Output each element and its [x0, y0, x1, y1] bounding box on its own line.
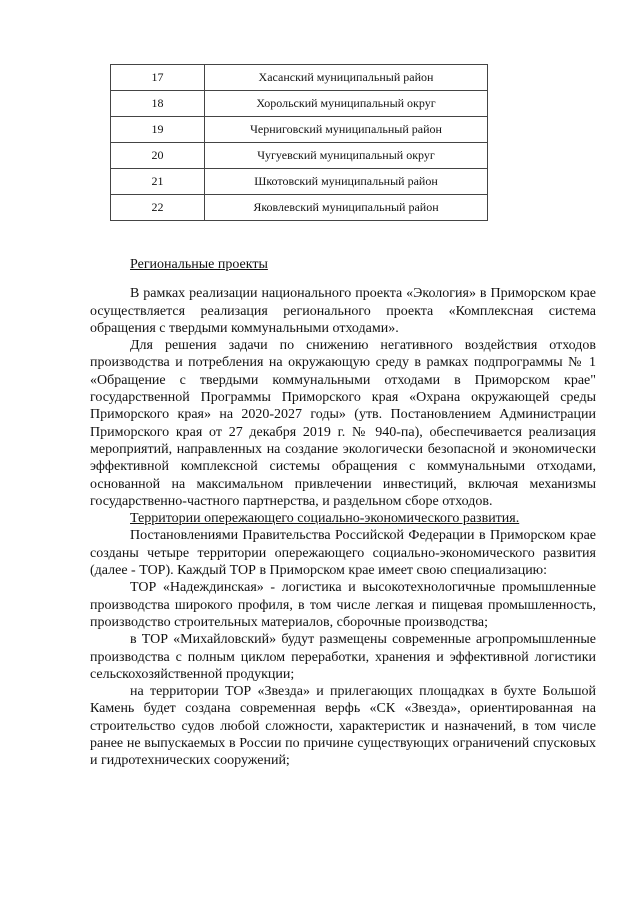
row-number: 19 [111, 117, 205, 143]
table-row [111, 117, 488, 143]
section-heading-regional-projects: Региональные проекты [130, 257, 268, 272]
row-number: 17 [111, 65, 205, 91]
table-row [111, 195, 488, 221]
document-body [90, 256, 596, 770]
district-name: Хасанский муниципальный район [205, 65, 488, 91]
row-number: 21 [111, 169, 205, 195]
paragraph: В рамках реализации национального проекта «Экология» в Приморском крае осуществляется реализация регионального проекта «Комплексная система обращения с твердыми коммунальными отходами». [90, 286, 596, 336]
row-number: 18 [111, 91, 205, 117]
paragraph: Постановлениями Правительства Российской Федерации в Приморском крае созданы четыре территории опережающего социально-экономического развития (далее - ТОР). Каждый ТОР в Приморском крае имеет свою специализацию: [90, 528, 596, 579]
paragraph: Для решения задачи по снижению негативного воздействия отходов производства и потребления на окружающую среду в рамках подпрограммы № 1 «Обращение с твердыми коммунальными отходами в Приморском крае" государственной Программы Приморского края «Охрана окружающей среды Приморского края» на 2020-2027 годы» (утв. Постановлением Администрации Приморского края от 27 декабря 2019 г. № 940-па), обеспечивается реализация мероприятий, направленных на создание экологически безопасной и экономически эффективной комплексной системы обращения с коммунальными отходами, основанной на максимальном привлечении инвестиций, включая механизмы государственно-частного партнерства, и раздельном сборе отходов. [90, 338, 596, 509]
district-name: Хорольский муниципальный округ [205, 91, 488, 117]
row-number: 22 [111, 195, 205, 221]
district-name: Чугуевский муниципальный округ [205, 143, 488, 169]
district-name: Шкотовский муниципальный район [205, 169, 488, 195]
row-number: 20 [111, 143, 205, 169]
districts-table [110, 64, 488, 221]
table-row [111, 169, 488, 195]
table-row [111, 143, 488, 169]
section-heading-tor: Территории опережающего социально-экономического развития. [130, 511, 520, 527]
district-name: Черниговский муниципальный район [205, 117, 488, 143]
paragraph: ТОР «Надеждинская» - логистика и высокотехнологичные промышленные производства широкого профиля, в том числе легкая и пищевая промышленность, производство строительных материалов, сборочные производства; [90, 580, 596, 630]
table-row [111, 65, 488, 91]
paragraph: в ТОР «Михайловский» будут размещены современные агропромышленные производства с полным циклом переработки, хранения и эффективной логистики сельскохозяйственной продукции; [90, 632, 596, 682]
paragraph: на территории ТОР «Звезда» и прилегающих площадках в бухте Большой Камень будет создана современная верфь «СК «Звезда», ориентированная на строительство судов любой сложности, характеристик и назначений, в том числе ранее не выпускаемых в России по причине существующих ограничений спусковых и гидротехнических сооружений; [90, 684, 596, 769]
table-row [111, 91, 488, 117]
district-name: Яковлевский муниципальный район [205, 195, 488, 221]
